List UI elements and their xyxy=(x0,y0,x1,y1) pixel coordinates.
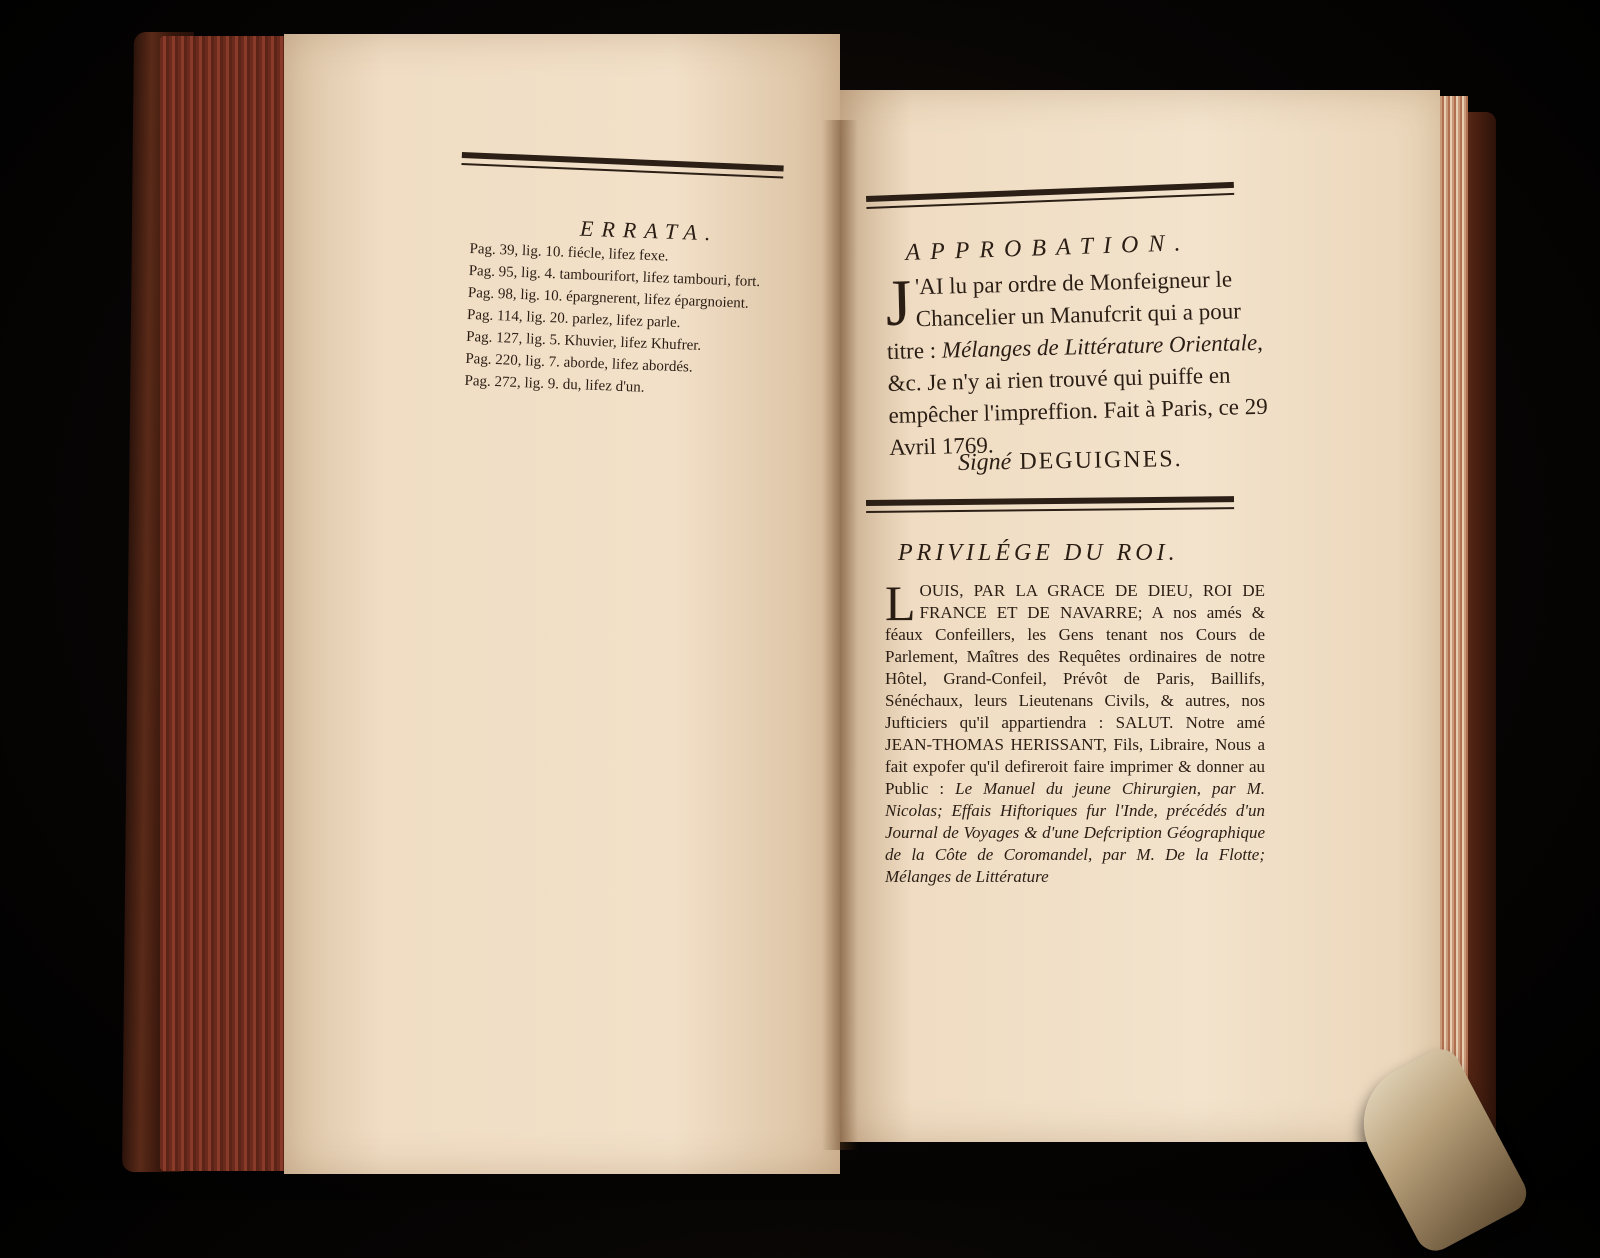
errata-line: Pag. 95, lig. 4. tambourifort, lifez tambouri, fort. xyxy=(468,262,761,291)
privilege-text xyxy=(885,575,1265,888)
signer-name: DEGUIGNES. xyxy=(1019,446,1183,475)
privilege-text-part: OUIS, PAR LA GRACE DE DIEU, ROI DE FRANCE ET DE NAVARRE; A nos amés & féaux Confeillers, les Gens tenant nos Cours de Parlement, Maîtres des Requêtes ordinaires de notre Hôtel, Grand-Confeil, Prévôt de Paris, Baillifs, Sénéchaux, leurs Lieutenans Civils, & autres, nos Jufticiers qu'il appartiendra : SALUT. Notre amé JEAN-THOMAS HERISSANT, Fils, Libraire, Nous a fait expofer qu'il defireroit faire imprimer & donner au Public : xyxy=(885,581,1265,798)
approbation-text xyxy=(885,263,1270,464)
errata-line: Pag. 114, lig. 20. parlez, lifez parle. xyxy=(466,306,681,332)
errata-line: Pag. 220, lig. 7. aborde, lifez abordés. xyxy=(465,350,693,376)
privilege-italic-text: Le Manuel du jeune Chirurgien, par M. Nicolas; Effais Hiftoriques fur l'Inde, précédés d'un Journal de Voyages & d'une Defcription Géographique de la Côte de Coromandel, par M. De la Flotte; Mélanges de Littérature xyxy=(885,779,1265,886)
approbation-text-part: , &c. Je n'y ai rien trouvé qui puiffe en empêcher l'impreffion. Fait à Paris, ce 29 Avril 1769. xyxy=(887,329,1268,460)
approbation-dropcap: J xyxy=(884,266,913,340)
book-gutter xyxy=(822,120,858,1150)
approbation-title: APPROBATION. xyxy=(905,230,1191,266)
approbation-signature xyxy=(958,446,1183,477)
signed-label: Signé xyxy=(957,449,1012,476)
privilege-title: PRIVILÉGE DU ROI. xyxy=(898,540,1179,566)
errata-line: Pag. 39, lig. 10. fiécle, lifez fexe. xyxy=(469,240,669,265)
errata-line: Pag. 98, lig. 10. épargnerent, lifez épargnoient. xyxy=(467,284,750,312)
left-page xyxy=(284,34,840,1174)
privilege-dropcap: L xyxy=(885,575,916,631)
page-edges-left xyxy=(160,36,288,1171)
errata-title: ERRATA. xyxy=(579,215,719,246)
approbation-book-title: Mélanges de Littérature Orientale xyxy=(941,329,1258,363)
errata-line: Pag. 127, lig. 5. Khuvier, lifez Khufrer. xyxy=(465,328,702,354)
errata-line: Pag. 272, lig. 9. du, lifez d'un. xyxy=(464,372,645,396)
errata-list xyxy=(464,238,810,405)
approbation-text-part: 'AI lu par ordre de Monfeigneur le Chancelier un Manufcrit qui a pour titre : xyxy=(886,266,1242,364)
